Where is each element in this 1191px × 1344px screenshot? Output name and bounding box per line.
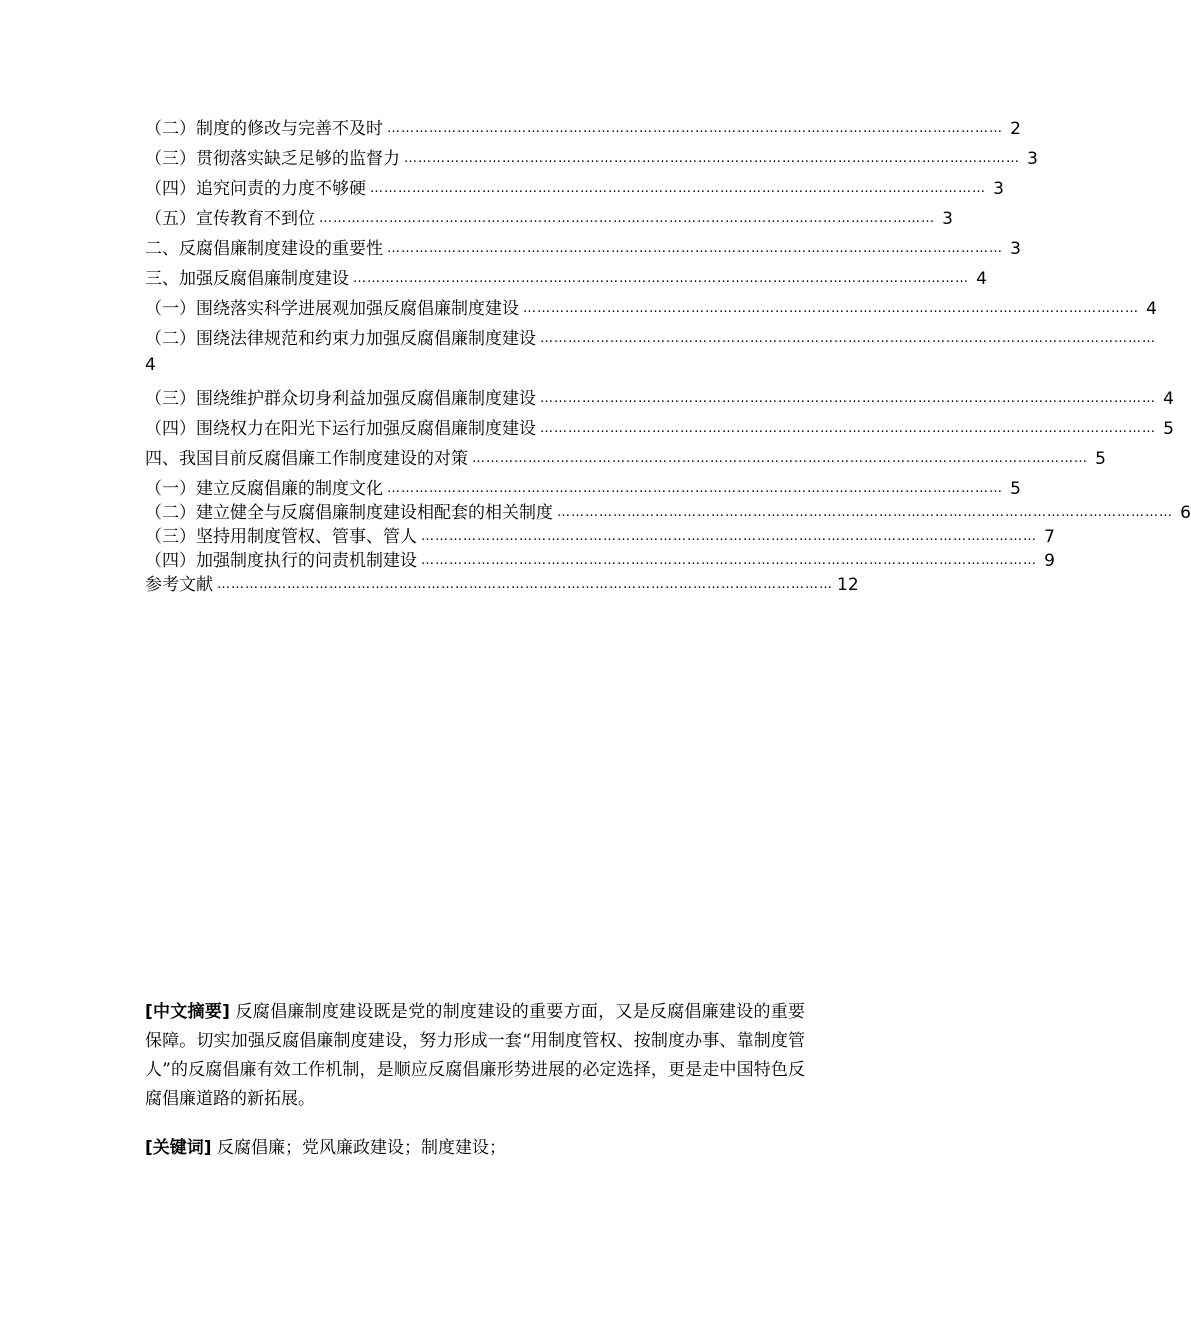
toc-entry-title: 二、反腐倡廉制度建设的重要性	[145, 239, 383, 259]
dot-leader: ……………………………………………………………………………………………………………………	[217, 577, 833, 592]
toc-page-number: 3	[993, 179, 1004, 199]
toc-page-number: 2	[1010, 119, 1021, 139]
dot-leader: ……………………………………………………………………………………………………………………	[523, 301, 1139, 316]
toc-entry-title: （三）贯彻落实缺乏足够的监督力	[145, 149, 400, 169]
dot-leader: ……………………………………………………………………………………………………………………	[540, 331, 1156, 346]
toc-entry[interactable]	[145, 204, 953, 230]
dot-leader: ……………………………………………………………………………………………………………………	[387, 241, 1003, 256]
toc-entry-title: 三、加强反腐倡廉制度建设	[145, 269, 349, 289]
toc-entry[interactable]	[145, 414, 1174, 440]
dot-leader: ……………………………………………………………………………………………………………………	[370, 181, 986, 196]
toc-entry[interactable]	[145, 444, 1106, 470]
toc-entry[interactable]	[145, 384, 1174, 410]
toc-page-number: 3	[1010, 239, 1021, 259]
toc-entry[interactable]	[145, 234, 1021, 260]
dot-leader: ……………………………………………………………………………………………………………………	[557, 505, 1173, 520]
dot-leader: ……………………………………………………………………………………………………………………	[387, 481, 1003, 496]
toc-page-number: 5	[1163, 419, 1174, 439]
dot-leader: ……………………………………………………………………………………………………………………	[404, 151, 1020, 166]
toc-page-number: 5	[1010, 479, 1021, 499]
toc-page-number: 3	[942, 209, 953, 229]
toc-entry-title: 四、我国目前反腐倡廉工作制度建设的对策	[145, 449, 468, 469]
dot-leader: ……………………………………………………………………………………………………………………	[319, 211, 935, 226]
dot-leader: ……………………………………………………………………………………………………………………	[472, 451, 1088, 466]
toc-page-number: 5	[1095, 449, 1106, 469]
toc-page-number: 4	[1163, 389, 1174, 409]
toc-entry[interactable]	[145, 546, 1055, 572]
toc-entry-title: （二）围绕法律规范和约束力加强反腐倡廉制度建设	[145, 329, 536, 349]
toc-entry[interactable]	[145, 498, 1191, 524]
toc-entry[interactable]	[145, 144, 1038, 170]
keywords-label: [关键词]	[145, 1138, 212, 1158]
toc-page-number: 3	[1027, 149, 1038, 169]
toc-page-number: 4	[145, 355, 156, 375]
toc-entry[interactable]	[145, 474, 1021, 500]
abstract-label: [中文摘要]	[145, 1002, 230, 1022]
toc-entry[interactable]	[145, 324, 1156, 350]
abstract-text: 反腐倡廉制度建设既是党的制度建设的重要方面，又是反腐倡廉建设的重要保障。切实加强反腐倡廉制度建设，努力形成一套“用制度管权、按制度办事、靠制度管人”的反腐倡廉有效工作机制，是顺应反腐倡廉形势进展的必定选择，更是走中国特色反腐倡廉道路的新拓展。	[145, 1002, 806, 1109]
dot-leader: ……………………………………………………………………………………………………………………	[540, 391, 1156, 406]
dot-leader: ……………………………………………………………………………………………………………………	[421, 529, 1037, 544]
keywords	[145, 1134, 805, 1163]
toc-entry-title: （四）围绕权力在阳光下运行加强反腐倡廉制度建设	[145, 419, 536, 439]
chinese-abstract	[145, 998, 805, 1114]
toc-entry[interactable]	[145, 114, 1021, 140]
keywords-text: 反腐倡廉；党风廉政建设；制度建设；	[216, 1138, 506, 1158]
toc-entry-title: 参考文献	[145, 575, 213, 595]
toc-page-number: 6	[1180, 503, 1191, 523]
toc-entry-title: （四）加强制度执行的问责机制建设	[145, 551, 417, 571]
dot-leader: ……………………………………………………………………………………………………………………	[353, 271, 969, 286]
toc-page-number: 9	[1044, 551, 1055, 571]
toc-entry[interactable]	[145, 522, 1055, 548]
toc-entry[interactable]	[145, 174, 1004, 200]
toc-entry-title: （三）围绕维护群众切身利益加强反腐倡廉制度建设	[145, 389, 536, 409]
toc-entry-title: （三）坚持用制度管权、管事、管人	[145, 527, 417, 547]
toc-entry[interactable]	[145, 294, 1157, 320]
toc-entry-title: （五）宣传教育不到位	[145, 209, 315, 229]
toc-page-number: 12	[837, 575, 859, 595]
toc-page-number: 4	[976, 269, 987, 289]
toc-entry[interactable]	[145, 570, 859, 596]
toc-entry-title: （一）围绕落实科学进展观加强反腐倡廉制度建设	[145, 299, 519, 319]
toc-entry[interactable]	[145, 264, 987, 290]
toc-entry-title: （四）追究问责的力度不够硬	[145, 179, 366, 199]
toc-entry-title: （一）建立反腐倡廉的制度文化	[145, 479, 383, 499]
toc-page-number: 7	[1044, 527, 1055, 547]
toc-page-number: 4	[1146, 299, 1157, 319]
dot-leader: ……………………………………………………………………………………………………………………	[421, 553, 1037, 568]
dot-leader: ……………………………………………………………………………………………………………………	[387, 121, 1003, 136]
toc-entry-title: （二）制度的修改与完善不及时	[145, 119, 383, 139]
dot-leader: ……………………………………………………………………………………………………………………	[540, 421, 1156, 436]
toc-entry-title: （二）建立健全与反腐倡廉制度建设相配套的相关制度	[145, 503, 553, 523]
